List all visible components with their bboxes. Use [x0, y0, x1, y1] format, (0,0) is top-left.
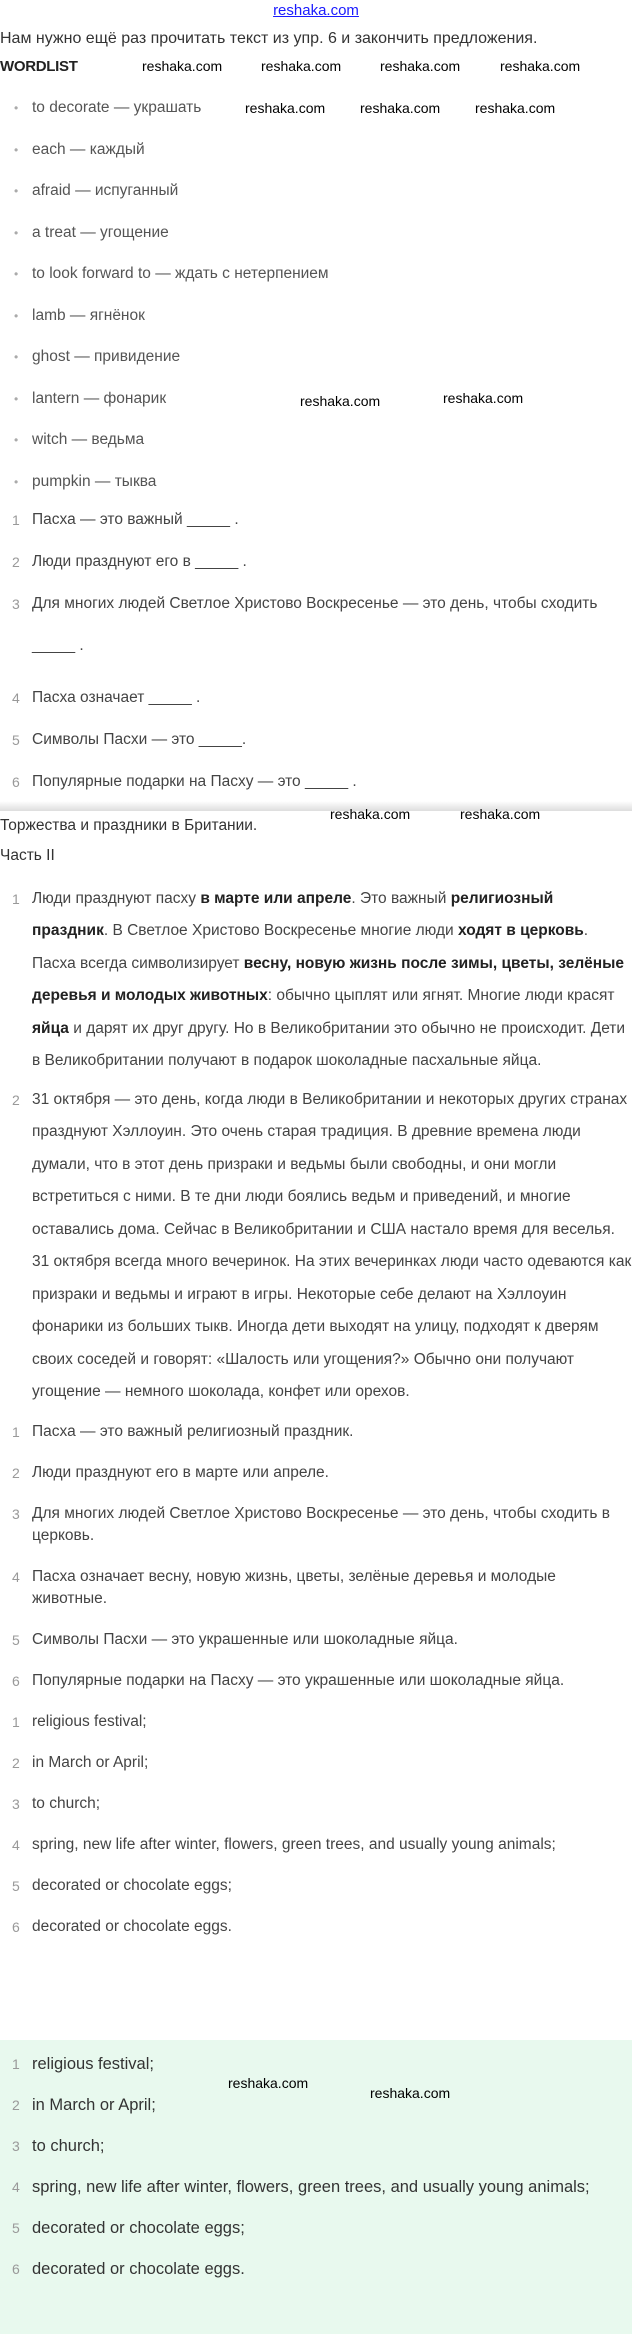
item-text: decorated or chocolate eggs; [32, 1876, 232, 1894]
answer-item [0, 1670, 632, 1692]
answer-item [0, 1834, 632, 1856]
question-item [0, 583, 632, 667]
item-text: in March or April; [32, 2096, 156, 2114]
watermark: reshaka.com [142, 58, 223, 74]
answer-item [0, 2171, 632, 2204]
text: . Это важный [351, 889, 451, 907]
item-number: 2 [12, 1754, 20, 1771]
word-item: • witch — ведьма [0, 429, 632, 471]
watermark: reshaka.com [330, 806, 411, 822]
answer-item [0, 1875, 632, 1897]
watermark: reshaka.com [380, 58, 461, 74]
item-number: 3 [12, 1795, 20, 1812]
item-text: Пасха означает весну, новую жизнь, цветы, зелёные деревья и молодые животные. [32, 1567, 556, 1607]
word-item: • to decorate — украшать [0, 97, 632, 139]
answer-box [0, 2040, 632, 2334]
reading-text [0, 883, 632, 1409]
answer-item [0, 2048, 632, 2081]
watermark: reshaka.com [360, 100, 441, 116]
item-number: 5 [12, 1631, 20, 1648]
item-number: 1 [12, 511, 20, 528]
answer-item [0, 1916, 632, 1938]
answer-item [0, 2089, 632, 2122]
answers-final [0, 2048, 632, 2286]
item-number: 1 [12, 1423, 20, 1440]
text: . Пасха всегда символизирует [32, 922, 589, 972]
item-number: 4 [12, 689, 20, 706]
item-number: 4 [12, 1568, 20, 1585]
item-number: 2 [12, 2097, 20, 2113]
text: и дарят их друг другу. Но в Великобритании это обычно не происходит. Дети в Великобритании получают в подарок шоколадные пасхальные яйца. [32, 1019, 626, 1069]
item-text: Популярные подарки на Пасху — это украшенные или шоколадные яйца. [32, 1671, 565, 1689]
item-text: Пасха — это важный _____ . [32, 510, 239, 528]
item-text: religious festival; [32, 2055, 154, 2073]
answer-item [0, 1462, 632, 1484]
bold-text: яйца [32, 1019, 69, 1037]
answers-en [0, 1711, 632, 1938]
item-number: 5 [12, 731, 20, 748]
item-text: to church; [32, 1794, 101, 1812]
item-number: 1 [12, 890, 20, 907]
text: . В Светлое Христово Воскресенье многие люди [103, 922, 458, 939]
item-text: Люди празднуют его в марте или апреле. [32, 1463, 329, 1481]
item-number: 3 [12, 595, 20, 612]
answer-item [0, 1711, 632, 1733]
answer-item [0, 2212, 632, 2245]
item-number: 6 [12, 773, 20, 790]
item-text: decorated or chocolate eggs. [32, 2260, 245, 2278]
item-text: Для многих людей Светлое Христово Воскресенье — это день, чтобы сходить _____ . [32, 594, 598, 654]
site-link[interactable]: reshaka.com [273, 2, 359, 19]
item-text: Пасха — это важный религиозный праздник. [32, 1422, 354, 1440]
item-number: 6 [12, 1672, 20, 1689]
bold-text: ходят в церковь [457, 922, 584, 939]
item-number: 5 [12, 2220, 20, 2236]
item-number: 5 [12, 1877, 20, 1894]
watermark: reshaka.com [500, 58, 581, 74]
word-item: • pumpkin — тыква [0, 471, 632, 493]
answers-ru [0, 1421, 632, 1692]
answer-item [0, 1503, 632, 1547]
item-text: to church; [32, 2137, 105, 2155]
watermark: reshaka.com [228, 2075, 309, 2091]
paragraph-easter [0, 883, 632, 1078]
word-item: • a treat — угощение [0, 222, 632, 264]
item-number: 1 [12, 2056, 20, 2072]
answer-item [0, 1566, 632, 1610]
item-text: Для многих людей Светлое Христово Воскресенье — это день, чтобы сходить в церковь. [32, 1504, 610, 1544]
item-number: 6 [12, 2261, 20, 2277]
answer-item [0, 1793, 632, 1815]
item-number: 3 [12, 1505, 20, 1522]
item-text: Люди празднуют его в _____ . [32, 552, 247, 570]
answer-item [0, 1421, 632, 1443]
item-text: spring, new life after winter, flowers, green trees, and usually young animals; [32, 1835, 556, 1853]
item-text: decorated or chocolate eggs. [32, 1917, 232, 1935]
item-number: 2 [12, 553, 20, 570]
watermark: reshaka.com [261, 58, 342, 74]
paragraph-halloween [0, 1084, 632, 1409]
word-item: • lantern — фонарик [0, 388, 632, 430]
question-list [0, 509, 632, 793]
bold-text: весну, новую жизнь после зимы, цветы, зелёные деревья и молодых животных [32, 954, 625, 1004]
item-text: Пасха означает _____ . [32, 688, 201, 706]
word-item: • lamb — ягнёнок [0, 305, 632, 347]
question-item [0, 729, 632, 751]
item-number: 6 [12, 1918, 20, 1935]
wordlist [0, 97, 632, 493]
item-text: spring, new life after winter, flowers, green trees, and usually young animals; [32, 2178, 590, 2196]
item-text: in March or April; [32, 1753, 149, 1771]
watermark: reshaka.com [460, 806, 541, 822]
watermark: reshaka.com [370, 2085, 451, 2101]
answer-item [0, 2253, 632, 2286]
watermark: reshaka.com [245, 100, 326, 116]
item-text: Символы Пасхи — это украшенные или шоколадные яйца. [32, 1630, 458, 1648]
answer-item [0, 1752, 632, 1774]
text: : обычно цыплят или ягнят. Многие люди красят [267, 987, 615, 1004]
item-number: 4 [12, 1836, 20, 1853]
word-item: • each — каждый [0, 139, 632, 181]
answer-item [0, 1629, 632, 1651]
item-number: 1 [12, 1713, 20, 1730]
item-text: religious festival; [32, 1712, 147, 1730]
item-text: 31 октября — это день, когда люди в Великобритании и некоторых других странах празднуют Хэллоуин. Это очень старая традиция. В древние времена люди думали, что в этот день призраки и ведьмы были свободны, и они могли встретиться с ними. В те дни люди боялись ведьм и приведений, и многие оставались дома. Сейчас в Великобритании и США настало время для веселья. 31 октября всегда много вечеринок. На этих вечеринках люди часто одеваются как призраки и ведьмы и играют в игры. Некоторые себе делают на Хэллоуин фонарики из больших тыкв. Иногда дети выходят на улицу, подходят к дверям своих соседей и говорят: «Шалость или угощения?» Обычно они получают угощение — немного шоколада, конфет или орехов. [32, 1090, 632, 1400]
text: Люди празднуют пасху [32, 889, 201, 907]
question-item [0, 687, 632, 709]
word-item: • to look forward to — ждать с нетерпением [0, 263, 632, 305]
watermark: reshaka.com [475, 100, 556, 116]
watermark: reshaka.com [300, 393, 381, 409]
item-number: 4 [12, 2179, 20, 2195]
item-text: decorated or chocolate eggs; [32, 2219, 245, 2237]
question-item [0, 509, 632, 531]
bold-text: религиозный праздник [32, 889, 554, 939]
watermark: reshaka.com [443, 390, 524, 406]
wordlist-title: WORDLIST [0, 58, 78, 75]
item-number: 2 [12, 1464, 20, 1481]
item-number: 2 [12, 1091, 20, 1108]
item-text: Символы Пасхи — это _____. [32, 730, 247, 748]
task-intro: Нам нужно ещё раз прочитать текст из упр. 6 и закончить предложения. [0, 30, 538, 47]
question-item [0, 551, 632, 573]
word-item: • ghost — привидение [0, 346, 632, 388]
answer-item [0, 2130, 632, 2163]
item-number: 3 [12, 2138, 20, 2154]
part-label: Часть II [0, 846, 55, 864]
bold-text: в марте или апреле [200, 889, 352, 907]
question-item [0, 771, 632, 793]
item-text: Популярные подарки на Пасху — это _____ . [32, 772, 357, 790]
section-title: Торжества и праздники в Британии. [0, 816, 258, 834]
word-item: • afraid — испуганный [0, 180, 632, 222]
